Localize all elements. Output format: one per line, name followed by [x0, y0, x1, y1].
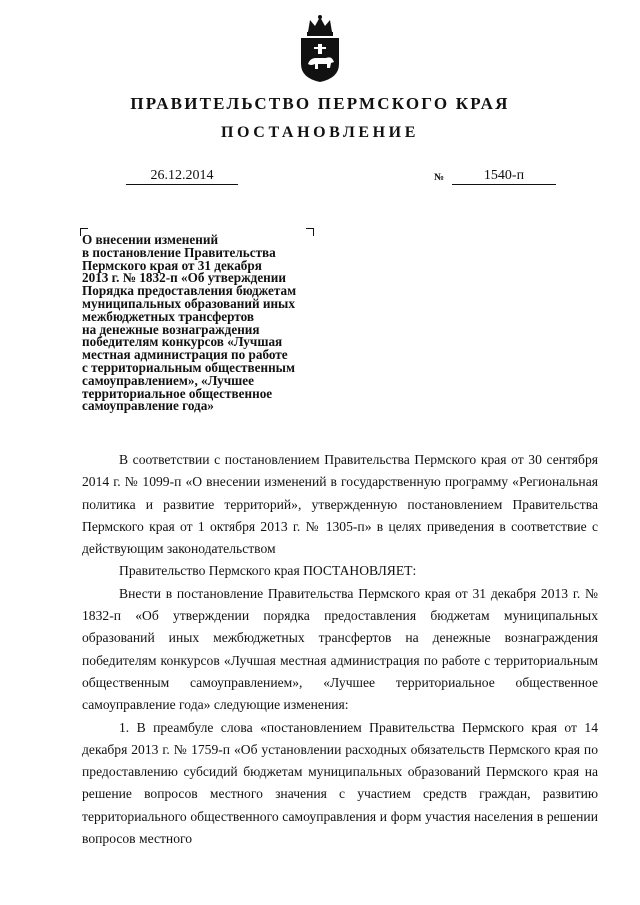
subject-line: 2013 г. № 1832-п «Об утверждении — [82, 270, 286, 286]
subject-line: Пермского края от 31 декабря — [82, 257, 262, 273]
paragraph-basis: В соответствии с постановлением Правительства Пермского края от 30 сентября 2014 г. № 1099-п «О внесении изменений в государственную программу «Региональная политика и развитие территорий», утвержденную постановлением Правительства Пермского края от 1 октября 2013 г. № 1305-п» в целях приведения в соответствие с действующим законодательством — [82, 452, 598, 557]
paragraph-amend: Внести в постановление Правительства Пермского края от 31 декабря 2013 г. № 1832-п «Об утверждении порядка предоставления бюджетам муниципальных образований иных межбюджетных трансфертов на денежные вознаграждения победителям конкурсов «Лучшая местная администрация по работе с территориальным общественным самоуправлением», «Лучшее территориальное общественное самоуправление года» следующие изменения: — [82, 585, 598, 713]
government-title: ПРАВИТЕЛЬСТВО ПЕРМСКОГО КРАЯ — [130, 94, 510, 113]
subject-line: в постановление Правительства — [82, 244, 276, 260]
subject-line: муниципальных образований иных — [82, 295, 295, 311]
subject-line: самоуправление года» — [82, 398, 214, 414]
paragraph-item-1: 1. В преамбуле слова «постановлением Правительства Пермского края от 14 декабря 2013 г. № 1759-п «Об установлении расходных обязательств Пермского края по предоставлению субсидий бюджетам муниципальных образований Пермского края на решение вопросов местного значения с участием средств граждан, развитию территориального общественного самоуправления и форм участия населения в решении вопросов местного — [82, 719, 598, 847]
subject-line: местная администрация по работе — [82, 347, 288, 363]
document-number: 1540-п — [452, 167, 556, 185]
document-body — [82, 449, 598, 850]
paragraph-resolves: Правительство Пермского края ПОСТАНОВЛЯЕТ: — [119, 563, 417, 579]
subject-block — [82, 234, 332, 413]
number-label: № — [434, 172, 445, 183]
subject-line: самоуправлением», «Лучшее — [82, 372, 255, 388]
coat-of-arms-icon — [296, 14, 344, 84]
subject-line: территориальное общественное — [82, 385, 273, 401]
document-date: 26.12.2014 — [126, 167, 238, 185]
subject-line: победителям конкурсов «Лучшая — [82, 334, 283, 350]
subject-line: межбюджетных трансфертов — [82, 308, 254, 324]
subject-line: О внесении изменений — [82, 232, 219, 247]
document-type: ПОСТАНОВЛЕНИЕ — [221, 124, 419, 141]
subject-line: с территориальным общественным — [82, 359, 295, 375]
subject-line: Порядка предоставления бюджетам — [82, 283, 297, 299]
subject-line: на денежные вознаграждения — [82, 321, 260, 337]
